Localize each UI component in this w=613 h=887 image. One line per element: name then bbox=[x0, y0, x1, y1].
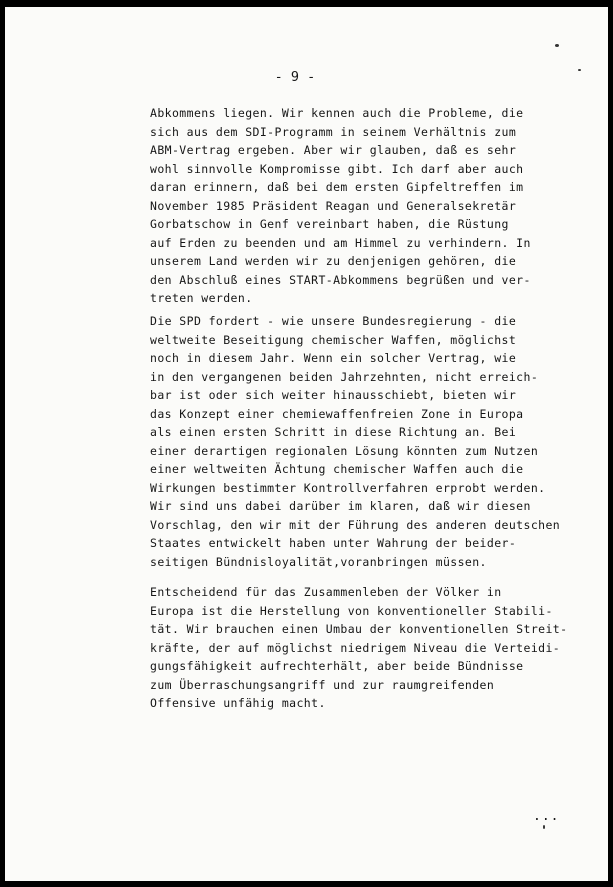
text-line: einer derartigen regionalen Lösung könnten zum Nutzen bbox=[150, 443, 539, 458]
text-line: in den vergangenen beiden Jahrzehnten, nicht erreich- bbox=[150, 369, 539, 384]
text-line: noch in diesem Jahr. Wenn ein solcher Vertrag, wie bbox=[150, 351, 517, 365]
text-line: Die SPD fordert - wie unsere Bundesregierung - die bbox=[150, 314, 517, 328]
text-line: seitigen Bündnisloyalität,voranbringen müssen. bbox=[150, 554, 487, 569]
text-line: auf Erden zu beenden und am Himmel zu verhindern. In bbox=[150, 235, 531, 250]
text-line: ABM-Vertrag ergeben. Aber wir glauben, daß es sehr bbox=[150, 143, 517, 157]
text-line: tät. Wir brauchen einen Umbau der konventionellen Streit- bbox=[150, 622, 568, 636]
text-line: treten werden. bbox=[150, 291, 253, 305]
text-line: weltweite Beseitigung chemischer Waffen, möglichst bbox=[150, 332, 517, 347]
text-line: zum Überraschungsangriff und zur raumgreifenden bbox=[150, 677, 495, 692]
paper-sheet bbox=[5, 7, 608, 881]
text-line: Wirkungen bestimmter Kontrollverfahren erprobt werden. bbox=[150, 480, 546, 495]
scan-speck bbox=[543, 825, 545, 829]
page-number: - 9 - bbox=[274, 69, 316, 85]
text-line: wohl sinnvolle Kompromisse gibt. Ich darf aber auch bbox=[150, 161, 524, 176]
continuation-mark: ... bbox=[533, 809, 560, 824]
text-line: Gorbatschow in Genf vereinbart haben, die Rüstung bbox=[150, 217, 509, 231]
text-line: Europa ist die Herstellung von konventioneller Stabili- bbox=[150, 603, 553, 618]
text-line: November 1985 Präsident Reagan und Generalsekretär bbox=[150, 198, 517, 213]
text-line: Abkommens liegen. Wir kennen auch die Probleme, die bbox=[150, 106, 524, 120]
text-line: einer weltweiten Ächtung chemischer Waffen auch die bbox=[150, 462, 524, 476]
text-line: Vorschlag, den wir mit der Führung des anderen deutschen bbox=[150, 517, 561, 532]
text-line: das Konzept einer chemiewaffenfreien Zone in Europa bbox=[150, 406, 524, 421]
text-line: als einen ersten Schritt in diese Richtung an. Bei bbox=[150, 425, 517, 439]
text-line: Entscheidend für das Zusammenleben der Völker in bbox=[150, 585, 502, 599]
paragraph-1 bbox=[150, 104, 531, 308]
text-line: kräfte, der auf möglichst niedrigem Niveau die Verteidi- bbox=[150, 640, 561, 655]
text-line: unserem Land werden wir zu denjenigen gehören, die bbox=[150, 254, 517, 268]
text-line: Offensive unfähig macht. bbox=[150, 696, 326, 710]
text-line: sich aus dem SDI-Programm in seinem Verhältnis zum bbox=[150, 124, 517, 139]
text-line: daran erinnern, daß bei dem ersten Gipfeltreffen im bbox=[150, 180, 524, 194]
text-line: gungsfähigkeit aufrechterhält, aber beide Bündnisse bbox=[150, 659, 524, 673]
text-line: Wir sind uns dabei darüber im klaren, daß wir diesen bbox=[150, 499, 531, 513]
paragraph-3 bbox=[150, 583, 567, 713]
text-line: Staates entwickelt haben unter Wahrung der beider- bbox=[150, 536, 517, 550]
scan-speck bbox=[578, 69, 581, 71]
text-line: den Abschluß eines START-Abkommens begrüßen und ver- bbox=[150, 272, 531, 287]
paragraph-2 bbox=[150, 312, 560, 571]
text-line: bar ist oder sich weiter hinausschiebt, bieten wir bbox=[150, 388, 517, 402]
scan-speck bbox=[555, 44, 559, 47]
